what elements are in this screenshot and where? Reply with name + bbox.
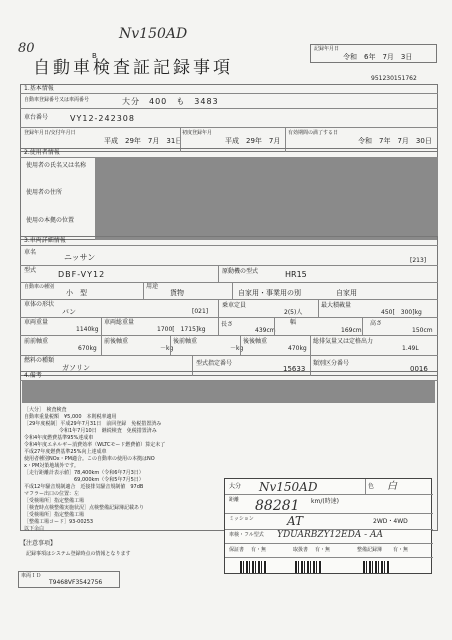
sticker-plate-label: 大分 bbox=[229, 483, 242, 490]
redacted-remarks-band bbox=[22, 381, 435, 403]
capacity-label: 乗車定員 bbox=[222, 302, 247, 309]
warranty-label: 保証書 bbox=[229, 547, 245, 553]
section-remarks-heading: 4.備考 bbox=[24, 372, 42, 379]
maker-label: 車名 bbox=[24, 249, 37, 256]
remarks-line: ［29年度税制］平成29年7月31日 前回登録 免税措置済み bbox=[24, 421, 162, 427]
front-rear-axle-label: 前後軸重 bbox=[104, 338, 129, 345]
notes-title: 【注意事項】 bbox=[20, 540, 57, 547]
width-label: 幅 bbox=[290, 319, 297, 326]
section-vehicle-heading: 3.車両詳細情報 bbox=[24, 237, 66, 244]
model-value: DBF-VY12 bbox=[58, 270, 106, 279]
spec-number-label: 型式指定番号 bbox=[196, 360, 233, 367]
reg-date-label: 登録年月日/交付年月日 bbox=[24, 130, 76, 136]
handwritten-number: 80 bbox=[18, 41, 35, 56]
sticker-mission-label: ミッション bbox=[229, 516, 254, 522]
front-front-axle-value: 670kg bbox=[78, 345, 97, 352]
vehicle-type-value: 小 型 bbox=[66, 289, 87, 297]
rear-front-axle-label: 後前軸重 bbox=[173, 338, 198, 345]
model-label: 型式 bbox=[24, 267, 37, 274]
expiry-label: 有効期間の満了する日 bbox=[288, 130, 339, 136]
sticker-color-value: 白 bbox=[387, 481, 397, 492]
remarks-line: x・PM対策地域外です。 bbox=[24, 463, 79, 469]
section-user-heading: 2.使用者情報 bbox=[24, 149, 60, 156]
notes-text: 記録事項はシステム登録時点の情報となります bbox=[26, 551, 131, 557]
maker-value: ニッサン bbox=[64, 253, 96, 262]
remarks-line: 使用者種別NOx・PM適合。この自動車の使用の本拠はNO bbox=[24, 456, 155, 462]
remarks-line: ［検査時点検整備実施状況］点検整備記録簿記載あり bbox=[24, 505, 145, 511]
sticker-drive-type: 2WD・4WD bbox=[373, 518, 408, 525]
length-value: 439cm bbox=[255, 327, 276, 334]
remarks-line: マフラー出口の位置：左 bbox=[24, 491, 80, 497]
fuel-value: ガソリン bbox=[62, 364, 90, 372]
manual-label: 取扱書 bbox=[293, 547, 309, 553]
class-number-label: 類別区分番号 bbox=[313, 360, 350, 367]
issue-date-label: 記録年月日 bbox=[314, 46, 340, 52]
document-number: 951230151762 bbox=[371, 75, 417, 82]
vehicle-sticker-card bbox=[224, 478, 432, 574]
remarks-line: 平成12年騒音規制適合 近接排気騒音規制値 97dB bbox=[24, 484, 144, 490]
warranty-flag: 有・無 bbox=[251, 547, 267, 553]
private-label: 自家用・事業用の別 bbox=[238, 289, 301, 297]
rear-front-axle-value: －kg bbox=[230, 345, 244, 352]
sticker-odometer-unit: km/(時速) bbox=[311, 498, 340, 505]
user-name-label: 使用者の氏名又は名称 bbox=[26, 162, 87, 169]
length-label: 長さ bbox=[221, 321, 234, 328]
vehicle-id-value: T9468VF3542756 bbox=[49, 579, 103, 586]
engine-value: HR15 bbox=[285, 270, 307, 279]
remarks-line: ［大分］ 検査検査 bbox=[24, 407, 67, 413]
front-front-axle-label: 前前軸重 bbox=[24, 338, 49, 345]
reg-date-value: 平成 29年 7月 31日 bbox=[104, 137, 183, 145]
remarks-line: 自動車重量税額 ¥5,000 本則税率適用 bbox=[24, 414, 117, 420]
height-value: 150cm bbox=[412, 327, 433, 334]
redacted-user-info bbox=[95, 157, 438, 240]
remarks-line: 以下余白 bbox=[24, 526, 45, 532]
page-title: 自動車検査証記録事項 bbox=[33, 58, 233, 78]
section-basic-heading: 1.基本情報 bbox=[24, 85, 54, 92]
issue-date-box bbox=[310, 44, 437, 63]
spec-number-value: 15633 bbox=[283, 365, 306, 373]
weight-label: 車両重量 bbox=[24, 319, 49, 326]
chassis-value: VY12-242308 bbox=[70, 114, 135, 123]
first-reg-label: 初度登録年月 bbox=[182, 130, 213, 136]
remarks-line: ［受検場所］指定整備工場 bbox=[24, 512, 85, 518]
remarks-line: 平成27年度燃費基準25%向上達成車 bbox=[24, 449, 107, 455]
body-shape-code: [021] bbox=[192, 308, 209, 315]
handwritten-plate-note: Nv150AD bbox=[119, 26, 188, 42]
remarks-line: 69,000km（令和5年7月5日） bbox=[24, 477, 144, 483]
sticker-mission-value: AT bbox=[287, 514, 304, 528]
reg-no-label: 自動車登録番号又は車両番号 bbox=[24, 97, 90, 103]
gross-weight-label: 車両総重量 bbox=[104, 319, 135, 326]
mark-b: B bbox=[92, 52, 97, 60]
rear-rear-axle-value: 470kg bbox=[288, 345, 307, 352]
vehicle-id-box bbox=[18, 571, 120, 588]
max-load-label: 最大積載量 bbox=[321, 302, 352, 309]
manual-flag: 有・無 bbox=[315, 547, 331, 553]
width-value: 169cm bbox=[341, 327, 362, 334]
displacement-label: 総排気量又は定格出力 bbox=[313, 338, 374, 345]
issue-date-value: 令和 6年 7月 3日 bbox=[343, 53, 413, 61]
chassis-label: 車台番号 bbox=[24, 114, 49, 121]
weight-value: 1140kg bbox=[76, 326, 99, 333]
fuel-label: 燃料の種類 bbox=[24, 357, 55, 364]
remarks-line: 令和1年7月10日 継続検査 免税措置済み bbox=[24, 428, 157, 434]
sticker-model-label: 車検・フル型式 bbox=[229, 532, 264, 538]
engine-label: 原動機の型式 bbox=[222, 268, 259, 275]
vehicle-type-label: 自動車の種別 bbox=[24, 284, 55, 290]
sticker-color-label: 色 bbox=[368, 483, 375, 490]
body-shape-label: 車体の形状 bbox=[24, 301, 55, 308]
remarks-line: ［整備工場コード］93-00253 bbox=[24, 519, 94, 525]
sticker-odometer-value: 88281 bbox=[255, 498, 300, 514]
displacement-value: 1.49L bbox=[402, 345, 419, 352]
capacity-value: 2(5)人 bbox=[284, 309, 303, 316]
maintenance-record-label: 整備記録簿 bbox=[357, 547, 383, 553]
use-label: 用途 bbox=[146, 283, 159, 290]
vehicle-id-label: 車両ＩＤ bbox=[21, 573, 42, 579]
max-load-value: 450[ 300]kg bbox=[381, 309, 422, 316]
maker-code: [213] bbox=[410, 257, 427, 264]
first-reg-value: 平成 29年 7月 bbox=[225, 137, 281, 145]
gross-weight-value: 1700[ 1715]kg bbox=[157, 326, 206, 333]
sticker-plate-handwritten: Nv150AD bbox=[259, 480, 318, 494]
reg-no-value: 大分 400 も 3483 bbox=[122, 97, 219, 106]
rear-rear-axle-label: 後後軸重 bbox=[243, 338, 268, 345]
barcode-1 bbox=[240, 561, 267, 573]
barcode-2 bbox=[295, 561, 322, 573]
maintenance-record-flag: 有・無 bbox=[393, 547, 409, 553]
remarks-line: ［受検場所］指定整備工場 bbox=[24, 498, 85, 504]
user-address-label: 使用者の住所 bbox=[26, 189, 63, 196]
use-value: 貨物 bbox=[170, 289, 184, 297]
remarks-line: ［走行距離計表示値］78,400km（令和6年7月3日） bbox=[24, 470, 144, 476]
body-shape-value: バン bbox=[62, 308, 76, 316]
height-label: 高さ bbox=[370, 320, 383, 327]
sticker-model-handwritten: YDUARBZY12EDA - AA bbox=[277, 530, 384, 540]
private-value: 自家用 bbox=[336, 289, 357, 297]
class-number-value: 0016 bbox=[410, 365, 428, 373]
sticker-odometer-label: 距離 bbox=[229, 497, 240, 503]
remarks-line: 令和4年度エネルギー消費効率（WLTCモード燃費値）算定未了 bbox=[24, 442, 166, 448]
barcode-3 bbox=[363, 561, 390, 573]
remarks-line: 令和4年度燃費基準95%達成車 bbox=[24, 435, 94, 441]
front-rear-axle-value: －kg bbox=[160, 345, 174, 352]
base-location-label: 使用の本拠の位置 bbox=[26, 217, 75, 224]
expiry-value: 令和 7年 7月 30日 bbox=[358, 137, 432, 145]
